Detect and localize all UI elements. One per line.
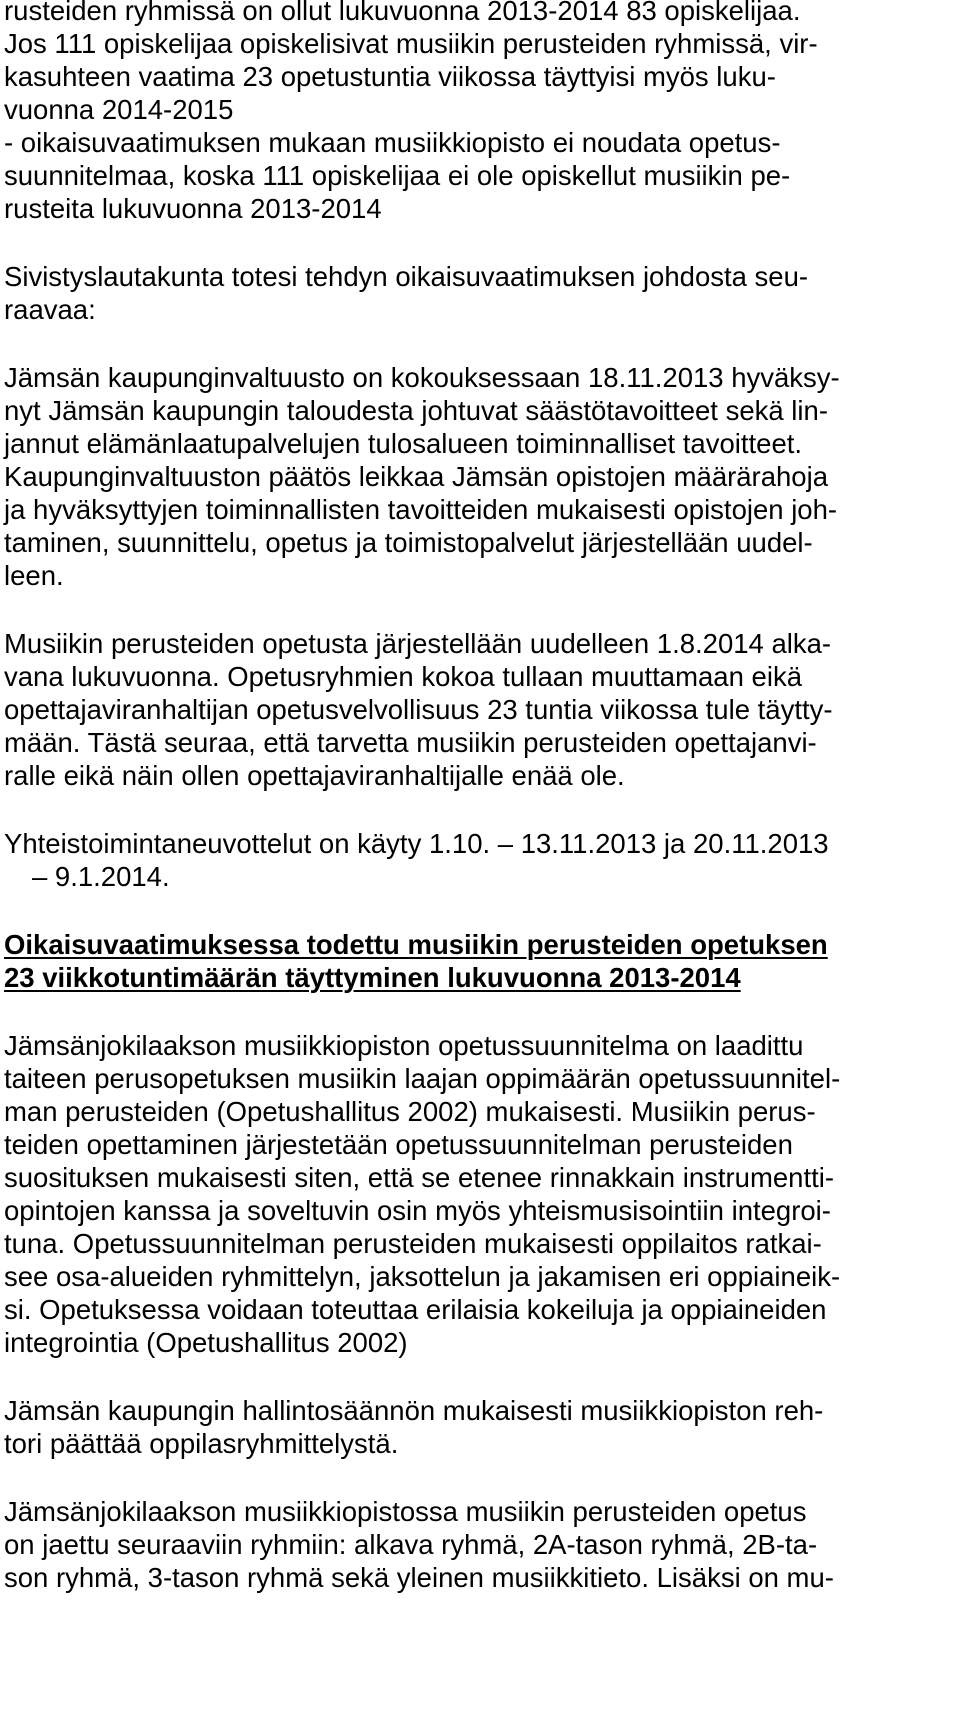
- text-line: see osa-alueiden ryhmittelyn, jaksottelun ja jakamisen eri oppiaineik-: [4, 1261, 841, 1292]
- text-line: leen.: [4, 560, 64, 591]
- text-line: nyt Jämsän kaupungin taloudesta johtuvat säästötavoitteet sekä lin-: [4, 395, 828, 426]
- text-line: opettajaviranhaltijan opetusvelvollisuus 23 tuntia viikossa tule täytty-: [4, 694, 833, 725]
- text-line: ralle eikä näin ollen opettajaviranhaltijalle enää ole.: [4, 760, 625, 791]
- text-line: mään. Tästä seuraa, että tarvetta musiikin perusteiden opettajanvi-: [4, 727, 817, 758]
- text-line: suosituksen mukaisesti siten, että se etenee rinnakkain instrumentti-: [4, 1162, 834, 1193]
- text-line: opintojen kanssa ja soveltuvin osin myös yhteismusisointiin integroi-: [4, 1195, 831, 1226]
- text-line: teiden opettaminen järjestetään opetussuunnitelman perusteiden: [4, 1129, 793, 1160]
- text-line: integrointia (Opetushallitus 2002): [4, 1327, 408, 1358]
- text-line: Jämsänjokilaakson musiikkiopistossa musiikin perusteiden opetus: [4, 1496, 807, 1527]
- text-line: raavaa:: [4, 294, 96, 325]
- text-line: Kaupunginvaltuuston päätös leikkaa Jämsän opistojen määrärahoja: [4, 461, 829, 492]
- text-line: si. Opetuksessa voidaan toteuttaa erilaisia kokeiluja ja oppiaineiden: [4, 1294, 827, 1325]
- text-line: – 9.1.2014.: [32, 861, 170, 892]
- text-line: Jos 111 opiskelijaa opiskelisivat musiikin perusteiden ryhmissä, vir-: [4, 28, 818, 59]
- text-line: rusteita lukuvuonna 2013-2014: [4, 193, 382, 224]
- text-line: tori päättää oppilasryhmittelystä.: [4, 1428, 399, 1459]
- text-line: vana lukuvuonna. Opetusryhmien kokoa tullaan muuttamaan eikä: [4, 661, 802, 692]
- text-line: Jämsän kaupunginvaltuusto on kokouksessaan 18.11.2013 hyväksy-: [4, 362, 840, 393]
- text-line: jannut elämänlaatupalvelujen tulosalueen toiminnalliset tavoitteet.: [4, 428, 803, 459]
- text-line: taminen, suunnittelu, opetus ja toimistopalvelut järjestellään uudel-: [4, 527, 813, 558]
- text-line: Jämsänjokilaakson musiikkiopiston opetussuunnitelma on laadittu: [4, 1030, 804, 1061]
- text-line: ja hyväksyttyjen toiminnallisten tavoitteiden mukaisesti opistojen joh-: [4, 494, 838, 525]
- text-line: - oikaisuvaatimuksen mukaan musiikkiopisto ei noudata opetus-: [4, 127, 781, 158]
- heading-line: 23 viikkotuntimäärän täyttyminen lukuvuonna 2013-2014: [4, 962, 741, 993]
- text-line: son ryhmä, 3-tason ryhmä sekä yleinen musiikkitieto. Lisäksi on mu-: [4, 1562, 834, 1593]
- text-line: Yhteistoimintaneuvottelut on käyty 1.10. – 13.11.2013 ja 20.11.2013: [4, 828, 829, 859]
- text-line: on jaettu seuraaviin ryhmiin: alkava ryhmä, 2A-tason ryhmä, 2B-ta-: [4, 1529, 818, 1560]
- text-line: man perusteiden (Opetushallitus 2002) mukaisesti. Musiikin perus-: [4, 1096, 816, 1127]
- text-line: rusteiden ryhmissä on ollut lukuvuonna 2013-2014 83 opiskelijaa.: [4, 0, 801, 26]
- text-line: tuna. Opetussuunnitelman perusteiden mukaisesti oppilaitos ratkai-: [4, 1228, 822, 1259]
- text-line: Jämsän kaupungin hallintosäännön mukaisesti musiikkiopiston reh-: [4, 1395, 824, 1426]
- text-line: Musiikin perusteiden opetusta järjestellään uudelleen 1.8.2014 alka-: [4, 628, 832, 659]
- text-line: vuonna 2014-2015: [4, 94, 234, 125]
- text-line: Sivistyslautakunta totesi tehdyn oikaisuvaatimuksen johdosta seu-: [4, 261, 809, 292]
- text-line: kasuhteen vaatima 23 opetustuntia viikossa täyttyisi myös luku-: [4, 61, 776, 92]
- text-line: suunnitelmaa, koska 111 opiskelijaa ei ole opiskellut musiikin pe-: [4, 160, 791, 191]
- heading-line: Oikaisuvaatimuksessa todettu musiikin perusteiden opetuksen: [4, 929, 828, 960]
- text-line: taiteen perusopetuksen musiikin laajan oppimäärän opetussuunnitel-: [4, 1063, 841, 1094]
